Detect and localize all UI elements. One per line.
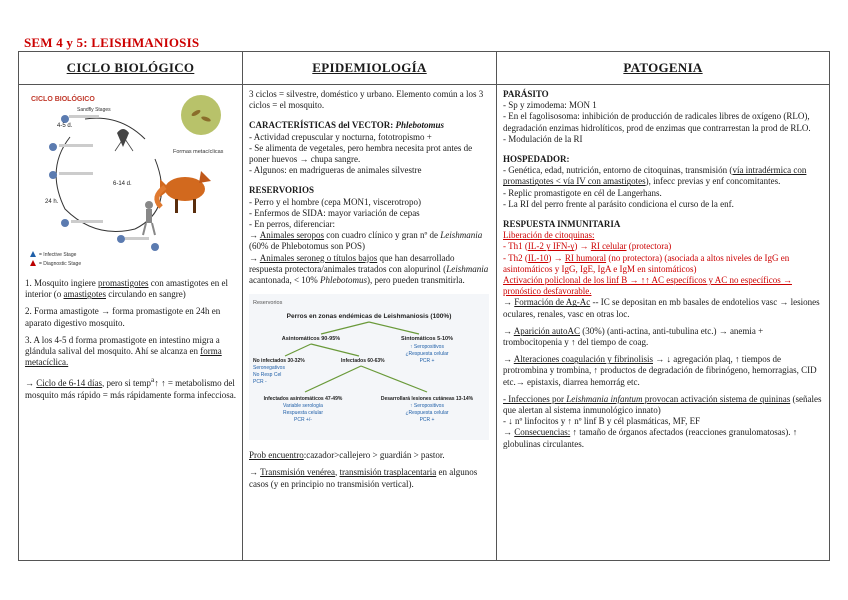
vector-section — [249, 120, 490, 176]
linfocitos-item: - ↓ nº linfocitos y ↑ nº linf B y cél plasmáticas, MF, EF — [503, 416, 701, 427]
stage-6-14-label: 6-14 d. — [113, 181, 132, 187]
diagram-title: Perros en zonas endémicas de Leishmaniosis (100%) — [286, 313, 452, 321]
life-cycle-figure — [25, 89, 235, 269]
node-sub: Respuesta celular — [282, 410, 324, 417]
ciclo-paragraph-2: 2. Forma amastigote → forma promastigote en 24h en aparato digestivo mosquito. — [25, 306, 221, 328]
node-desarrollara: Desarrollará lesiones cutáneas 13-14% — [380, 396, 474, 403]
th1-item: - Th1 (IL-2 y IFN-γ) → RI celular (protectora) — [503, 241, 672, 252]
coagulacion-item: → Alteraciones coagulación y fibrinolisis → ↓ agregación plaq, ↑ tiempos de protrombina y trombina, ↑ productos de degradación de fibrinógeno, hemorragias, CID etc.→ epistaxis, diarrea hemorrág etc. — [503, 354, 817, 387]
document-title: SEM 4 y 5: LEISHMANIOSIS — [24, 35, 200, 50]
parasito-section — [503, 89, 823, 145]
transmision: → Transmisión venérea, transmisión trasplacentaria en algunos casos (y en principio no transmisión vertical). — [249, 467, 478, 489]
node-sub: PCR + — [419, 417, 435, 424]
node-infectados: Infectados 60-63% — [341, 358, 385, 365]
respuesta-section — [503, 219, 823, 297]
th2-item: - Th2 (IL-10) → RI humoral (no protectora) (asociada a altos niveles de IgG en asintomáticos y IgG, IgE, IgA e IgM en sintomáticos) — [503, 252, 790, 274]
hospedador-title: HOSPEDADOR: — [503, 154, 570, 165]
stage-24-label: 24 h. — [45, 199, 59, 205]
reservorio-item: → Animales seroneg o títulos bajos que han desarrollado respuesta protectora/animales tratados con alopurinol (Leishmania acantonada, < 10% Phlebotomus), pero pueden transmitirla. — [249, 252, 489, 286]
node-sub: ↑ Seropositivos — [410, 403, 444, 410]
node-no-infectados: No infectados 30-32% — [253, 358, 305, 365]
diagram-tag: Reservorios — [253, 300, 283, 307]
sandfly-label: Sandfly Stages — [77, 107, 111, 113]
ag-ac-item: → Formación de Ag-Ac -- IC se depositan en mb basales de endotelios vasc → lesiones oculares, renales, vasc en otras loc. — [503, 297, 820, 319]
autoac-item: → Aparición autoAC (30%) (anti-actina, anti-tubulina etc.) → anemia + trombocitopenia y ↑ del tiempo de coag. — [503, 325, 764, 348]
node-asintomaticos: Asintomáticos 90-95% — [281, 336, 341, 343]
consecuencias-item: → Consecuencias: ↑ tamaño de órganos afectados (reacciones granulomatosas). ↑ globulinas circulantes. — [503, 427, 798, 449]
parasito-item: - En el fagolisosoma: inhibición de producción de radicales libres de oxígeno (RLO), degradación enzimas hidrolíticos, prod de enzimas que contrarrestan la prod de RLO. — [503, 111, 811, 133]
content-table — [18, 51, 830, 561]
hospedador-item: - Replic promastigote en cél de Langerhans. — [503, 187, 662, 198]
header-epidemiologia: EPIDEMIOLOGÍA — [243, 52, 496, 85]
node-sub: PCR - — [253, 379, 267, 386]
vector-item: - Actividad crepuscular y nocturna, fototropismo + — [249, 131, 432, 142]
hospedador-item: - La RI del perro frente al parásito condiciona el curso de la enf. — [503, 198, 734, 209]
ciclo-paragraph-4: → Ciclo de 6-14 días, pero si temp$^a$↑ ↑ = metabolismo del mosquito más rápido = más rápidamente forma infecciosa. — [25, 375, 237, 400]
citoquinas-label: Liberación de citoquinas: — [503, 230, 595, 241]
node-sub: Variable serología — [283, 403, 323, 410]
legend-diagnostic: = Diagnostic Stage — [39, 261, 82, 267]
parasito-item: - Sp y zimodema: MON 1 — [503, 100, 597, 111]
parasito-title: PARÁSITO — [503, 89, 549, 99]
node-sub: No Resp Cel — [253, 372, 282, 379]
parasito-item: - Modulación de la RI — [503, 133, 583, 144]
reservorio-item: → Animales seropos con cuadro clínico y gran nº de Leishmania (60% de Phlebotomus son POS) — [249, 230, 483, 252]
activacion-policlonal: Activación policlonal de los linf B → ↑↑ AC específicos y AC no específicos → pronóstico desfavorable. — [503, 275, 792, 297]
epidemiologia-body — [243, 85, 496, 500]
header-ciclo: CICLO BIOLÓGICO — [19, 52, 242, 85]
vector-genus: Phlebotomus — [395, 120, 444, 131]
column-ciclo — [19, 52, 243, 560]
hospedador-item: - Genética, edad, nutrición, entorno de citoquinas, transmisión (vía intradérmica con promastigotes < vía IV con amastigotes), infecc previas y enf concomitantes. — [503, 165, 807, 187]
ciclo-paragraph-1: 1. Mosquito ingiere promastigotes con amastigotes en el interior (o amastigotes circulando en sangre) — [25, 278, 228, 300]
node-sintomaticos: Sintomáticos 5-10% — [401, 336, 453, 343]
patogenia-body — [497, 85, 829, 454]
probabilidad-encuentro: Prob encuentro:cazador>callejero > guardián > pastor. — [249, 450, 445, 461]
vector-item: - Algunos: en madrigueras de animales silvestre — [249, 165, 422, 176]
reservorio-item: - Perro y el hombre (cepa MON1, viscerotropo) — [249, 196, 421, 207]
ciclo-paragraph-3: 3. A los 4-5 d forma promastigote en intestino migra a glándula salival del mosquito. Ahí se alcanza en forma metacíclica. — [25, 334, 222, 368]
sandfly-stage-icon — [61, 115, 69, 123]
respuesta-title: RESPUESTA INMUNITARIA — [503, 219, 621, 230]
vector-item: - Se alimenta de vegetales, pero hembra necesita prot antes de poner huevos → chupa sangre. — [249, 142, 473, 165]
node-sub: PCR + — [419, 358, 435, 365]
column-patogenia — [497, 52, 829, 560]
node-infectados-asint: Infectados asintomáticos 47-49% — [263, 396, 343, 403]
node-sub: Seronegativos — [253, 365, 285, 372]
legend-infective: = Infective Stage — [39, 252, 77, 258]
formas-label: Formas metacíclicas — [173, 149, 224, 155]
microscope-image — [181, 95, 221, 135]
reservorio-item: - Enfermos de SIDA: mayor variación de cepas — [249, 207, 420, 218]
reservorios-section — [249, 185, 490, 286]
node-sub: ¿Respuesta celular — [405, 351, 449, 358]
node-sub: PCR +/- — [294, 417, 312, 424]
figure-title: CICLO BIOLÓGICO — [31, 96, 95, 103]
epi-intro: 3 ciclos = silvestre, doméstico y urbano. Elemento común a los 3 ciclos = el mosquito. — [249, 89, 484, 111]
node-sub: ↑ Seropositivos — [410, 344, 444, 351]
reservorios-title: RESERVORIOS — [249, 185, 315, 196]
node-sub: ¿Respuesta celular — [405, 410, 449, 417]
reservorios-diagram — [249, 294, 489, 440]
column-epidemiologia — [243, 52, 497, 560]
header-patogenia: PATOGENIA — [497, 52, 829, 85]
stage-4-5-label: 4-5 d. — [57, 123, 73, 129]
infecciones-item: - Infecciones por Leishmania infantum provocan activación sistema de quininas (señales que alertan al sistema inmunológico innato) — [503, 393, 822, 416]
ciclo-body — [19, 85, 242, 411]
reservorio-item: - En perros, diferenciar: — [249, 219, 335, 230]
hospedador-section — [503, 154, 823, 210]
vector-title: CARACTERÍSTICAS del VECTOR: — [249, 120, 396, 131]
